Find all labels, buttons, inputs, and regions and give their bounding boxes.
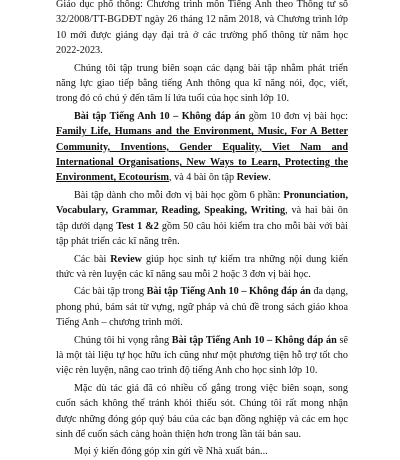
contact-paragraph xyxy=(0,444,400,459)
units-text-2: , và 4 bài ôn tập xyxy=(169,172,237,184)
contact-text: Mọi ý kiến đóng góp xin gửi về Nhà xuất bản... xyxy=(74,446,268,458)
focus-paragraph xyxy=(0,61,400,107)
test-label: Test 1 &2 xyxy=(116,220,159,232)
variety-paragraph xyxy=(0,284,400,330)
sections-text-2: , và hai bài ôn tập dưới dạng xyxy=(56,205,348,232)
variety-text: Các bài tập trong xyxy=(74,286,147,298)
intro-text: Giáo dục phổ thông: Chương trình môn Tiếng Anh theo Thông tư số 32/2008/TT-BGDĐT ngày 26 tháng 12 năm 2018, và Chương trình lớp 10 mới được giảng dạy đại trà ở các trường phổ thông từ năm học 2022-2023. xyxy=(56,0,348,57)
book-title: Bài tập Tiếng Anh 10 – Không đáp án xyxy=(146,286,311,298)
review-text-2: giúp học sinh tự kiểm tra những nội dung kiến thức và rèn luyện các kĩ năng sau mỗi 2 hoặc 3 đơn vị bài học. xyxy=(56,253,348,280)
focus-text: Chúng tôi tập trung biên soạn các dạng bài tập nhằm phát triển năng lực giao tiếp bằng tiếng Anh thông qua kĩ năng nói, đọc, viết, trong đó có chú ý đến tâm lí lứa tuổi của học sinh lớp 10. xyxy=(56,62,348,105)
intro-paragraph xyxy=(0,0,400,59)
variety-text-2: đa dạng, phong phú, bám sát từ vựng, ngữ pháp và chủ đề trong sách giáo khoa Tiếng Anh – chương trình mới. xyxy=(56,286,349,329)
units-text-3: . xyxy=(268,172,271,184)
feedback-paragraph xyxy=(0,381,400,443)
review-label: Review xyxy=(236,172,269,184)
review-bold: Review xyxy=(110,253,142,265)
book-title: Bài tập Tiếng Anh 10 – Không đáp án xyxy=(74,110,246,122)
review-text: Các bài xyxy=(74,253,111,265)
sections-paragraph xyxy=(0,188,400,250)
hope-paragraph xyxy=(0,333,400,379)
review-paragraph xyxy=(0,252,400,283)
sections-text-3: gồm 50 câu hỏi kiểm tra cho mỗi bài với bài tập phát triển các kĩ năng trên. xyxy=(56,220,348,248)
book-title: Bài tập Tiếng Anh 10 – Không đáp án xyxy=(171,334,337,346)
skills-list: Pronunciation, Vocabulary, Grammar, Reading, Speaking, Writing xyxy=(56,189,348,217)
sections-text: Bài tập dành cho mỗi đơn vị bài học gồm 6 phần: xyxy=(74,189,284,201)
unit-list: Family Life, Humans and the Environment, Music, For A Better Community, Inventions, Gender Equality, Viet Nam and International Organisations, New Ways to Learn, Protecting the Environment, Ecotourism xyxy=(56,126,348,184)
units-text: gồm 10 đơn vị bài học: xyxy=(245,110,348,122)
hope-text: Chúng tôi hi vọng rằng xyxy=(74,334,172,346)
units-paragraph xyxy=(0,109,400,186)
hope-text-2: sẽ là một tài liệu tự học hữu ích cũng như một phương tiện hỗ trợ tốt cho việc rèn luyện, nâng cao trình độ tiếng Anh cho học sinh lớp 10. xyxy=(56,334,348,377)
feedback-text: Mặc dù tác giả đã có nhiều cố gắng trong việc biên soạn, song cuốn sách không thể tránh khỏi thiếu sót. Chúng tôi rất mong nhận được những đóng góp quý báu của các bạn đồng nghiệp và các em học sinh để cuốn sách càng hoàn thiện hơn trong lần tái bản sau. xyxy=(56,382,348,440)
